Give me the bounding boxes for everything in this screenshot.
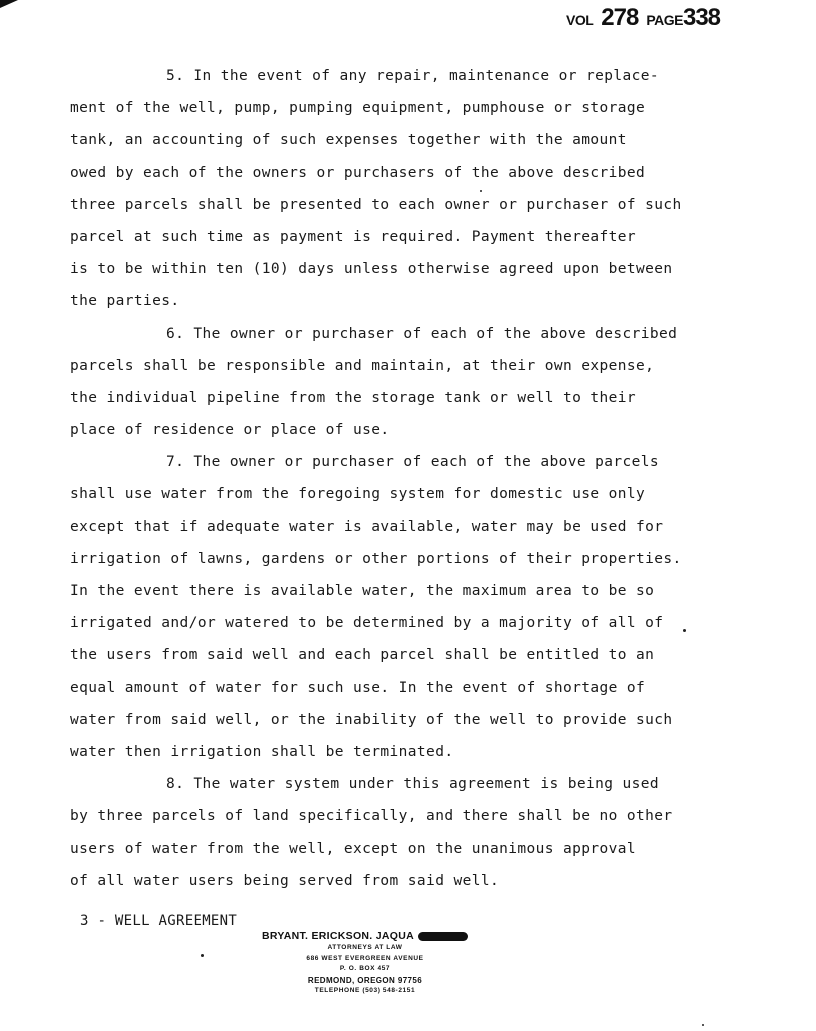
scan-speck [683,629,686,632]
body-line: the individual pipeline from the storage tank or well to their [70,389,637,406]
firm-po-box: P. O. BOX 457 [339,965,391,972]
body-line: three parcels shall be presented to each owner or purchaser of such [70,196,682,213]
vol-label: VOL [566,12,594,28]
scan-speck [480,190,482,192]
firm-street: 686 WEST EVERGREEN AVENUE [306,954,424,962]
letterhead-firm-line [230,930,500,943]
firm-name: BRYANT. ERICKSON. JAQUA [262,930,414,942]
body-line: 8. The water system under this agreement is being used [166,776,660,793]
firm-subtitle: ATTORNEYS AT LAW [327,944,403,951]
body-line: equal amount of water for such use. In the event of shortage of [70,679,646,696]
vol-number: 278 [601,4,639,31]
body-line: In the event there is available water, the maximum area to be so [70,583,655,599]
scan-corner-mark [0,0,18,8]
body-line: tank, an accounting of such expenses together with the amount [70,132,627,149]
body-line: 7. The owner or purchaser of each of the above parcels [166,454,660,471]
scan-speck [201,954,204,957]
volume-page-stamp [566,4,736,32]
body-line: 6. The owner or purchaser of each of the above described [166,325,678,342]
body-line: ment of the well, pump, pumping equipment, pumphouse or storage [70,100,646,117]
page-label: PAGE [646,12,683,28]
body-line: owed by each of the owners or purchasers of the above described [70,164,646,181]
body-line: is to be within ten (10) days unless otherwise agreed upon between [70,261,673,278]
body-line: parcel at such time as payment is required. Payment thereafter [70,228,637,245]
body-line: by three parcels of land specifically, and there shall be no other [70,808,673,825]
body-line: shall use water from the foregoing system for domestic use only [70,486,646,503]
agreement-body [70,60,740,897]
body-line: water then irrigation shall be terminated. [70,743,454,760]
body-line: the parties. [70,293,180,310]
body-line: the users from said well and each parcel shall be entitled to an [70,647,655,664]
body-line: of all water users being served from said well. [70,872,500,889]
body-line: place of residence or place of use. [70,422,390,439]
body-line: except that if adequate water is available, water may be used for [70,518,664,535]
footer-page-label: 3 - WELL AGREEMENT [80,913,238,929]
body-line: irrigation of lawns, gardens or other portions of their properties. [70,550,682,567]
body-line: 5. In the event of any repair, maintenance or replace- [166,68,660,84]
body-line: users of water from the well, except on the unanimous approval [70,840,637,857]
body-line: irrigated and/or watered to be determined by a majority of all of [70,615,664,632]
body-line: parcels shall be responsible and maintain, at their own expense, [70,357,655,374]
page-number: 338 [682,4,721,31]
law-firm-letterhead [230,930,500,996]
firm-city: REDMOND, OREGON 97756 [307,975,423,985]
redaction-mark [418,932,468,941]
body-line: water from said well, or the inability of the well to provide such [70,711,673,728]
scan-speck [702,1024,704,1026]
firm-phone: TELEPHONE (503) 548-2151 [314,986,416,994]
